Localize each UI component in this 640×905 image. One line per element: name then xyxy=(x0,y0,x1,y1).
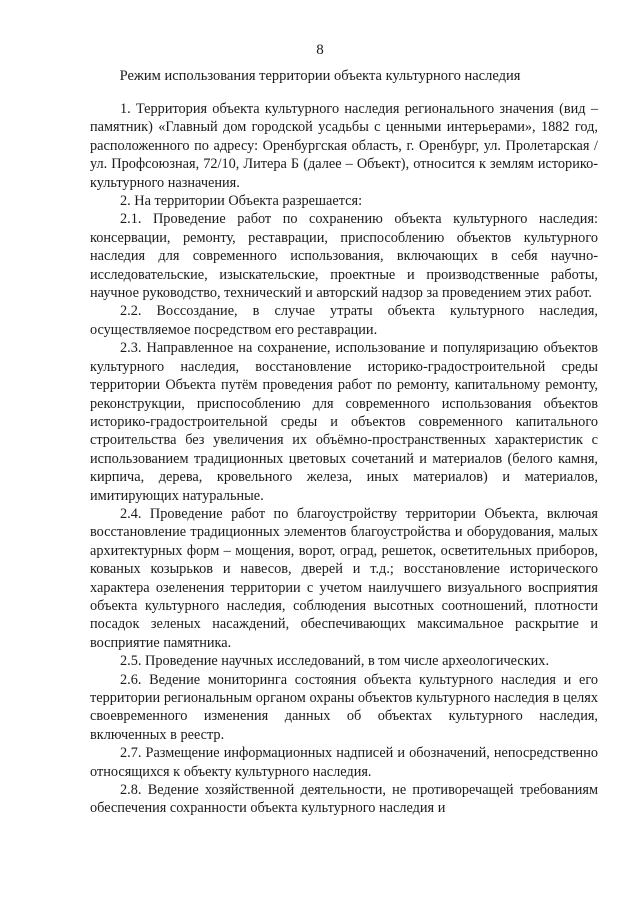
paragraph-2-8: 2.8. Ведение хозяйственной деятельности, не противоречащей требованиям обеспечения сохранности объекта культурного наследия и xyxy=(90,782,598,817)
paragraph-2-6: 2.6. Ведение мониторинга состояния объекта культурного наследия и его территории региональным органом охраны объектов культурного наследия в целях своевременного изменения данных об объектах культурного наследия, включенных в реестр. xyxy=(90,671,598,743)
paragraph-2-7: 2.7. Размещение информационных надписей и обозначений, непосредственно относящихся к объекту культурного наследия. xyxy=(90,745,598,780)
page-number: 8 xyxy=(316,42,324,58)
paragraph-2-5: 2.5. Проведение научных исследований, в том числе археологических. xyxy=(120,653,550,670)
paragraph-1: 1. Территория объекта культурного наследия регионального значения (вид – памятник) «Главный дом городской усадьбы с ценными интерьерами», 1882 год, расположенного по адресу: Оренбургская область, г. Оренбург, ул. Пролетарская / ул. Профсоюзная, 72/10, Литера Б (далее – Объект), относится к землям историко-культурного назначения. xyxy=(90,101,598,191)
paragraph-2-2: 2.2. Воссоздание, в случае утраты объекта культурного наследия, осуществляемое посредством его реставрации. xyxy=(90,303,598,338)
paragraph-2: 2. На территории Объекта разрешается: xyxy=(120,193,363,210)
document-body xyxy=(90,100,598,818)
paragraph-2-1: 2.1. Проведение работ по сохранению объекта культурного наследия: консервации, ремонту, реставрации, приспособлению объектов культурного наследия для современного использования, включающих в себя научно-исследовательские, изыскательские, проектные и производственные работы, научное руководство, технический и авторский надзор за проведением этих работ. xyxy=(90,211,598,302)
paragraph-2-4: 2.4. Проведение работ по благоустройству территории Объекта, включая восстановление традиционных элементов благоустройства и оборудования, малых архитектурных форм – мощения, ворот, оград, решеток, осветительных приборов, кованых козырьков и навесов, дверей и т.д.; восстановление исторического характера озеленения территории с учетом наилучшего визуального восприятия объекта культурного наследия, соблюдения высотных соотношений, плотности посадок зеленых насаждений, обеспечивающих максимальное раскрытие и восприятие памятника. xyxy=(90,505,598,651)
paragraph-2-3: 2.3. Направленное на сохранение, использование и популяризацию объектов культурного наследия, восстановление историко-градостроительной среды территории Объекта путём проведения работ по ремонту, капитальному ремонту, реконструкции, приспособлению для современного использования объектов историко-градостроительной среды и объектов современного капитального строительства без увеличения их объёмно-пространственных характеристик с использованием традиционных цветовых сочетаний и материалов (белого камня, кирпича, дерева, кровельного железа, иных материалов) и материалов, имитирующих натуральные. xyxy=(90,340,598,504)
document-title: Режим использования территории объекта культурного наследия xyxy=(119,68,521,84)
